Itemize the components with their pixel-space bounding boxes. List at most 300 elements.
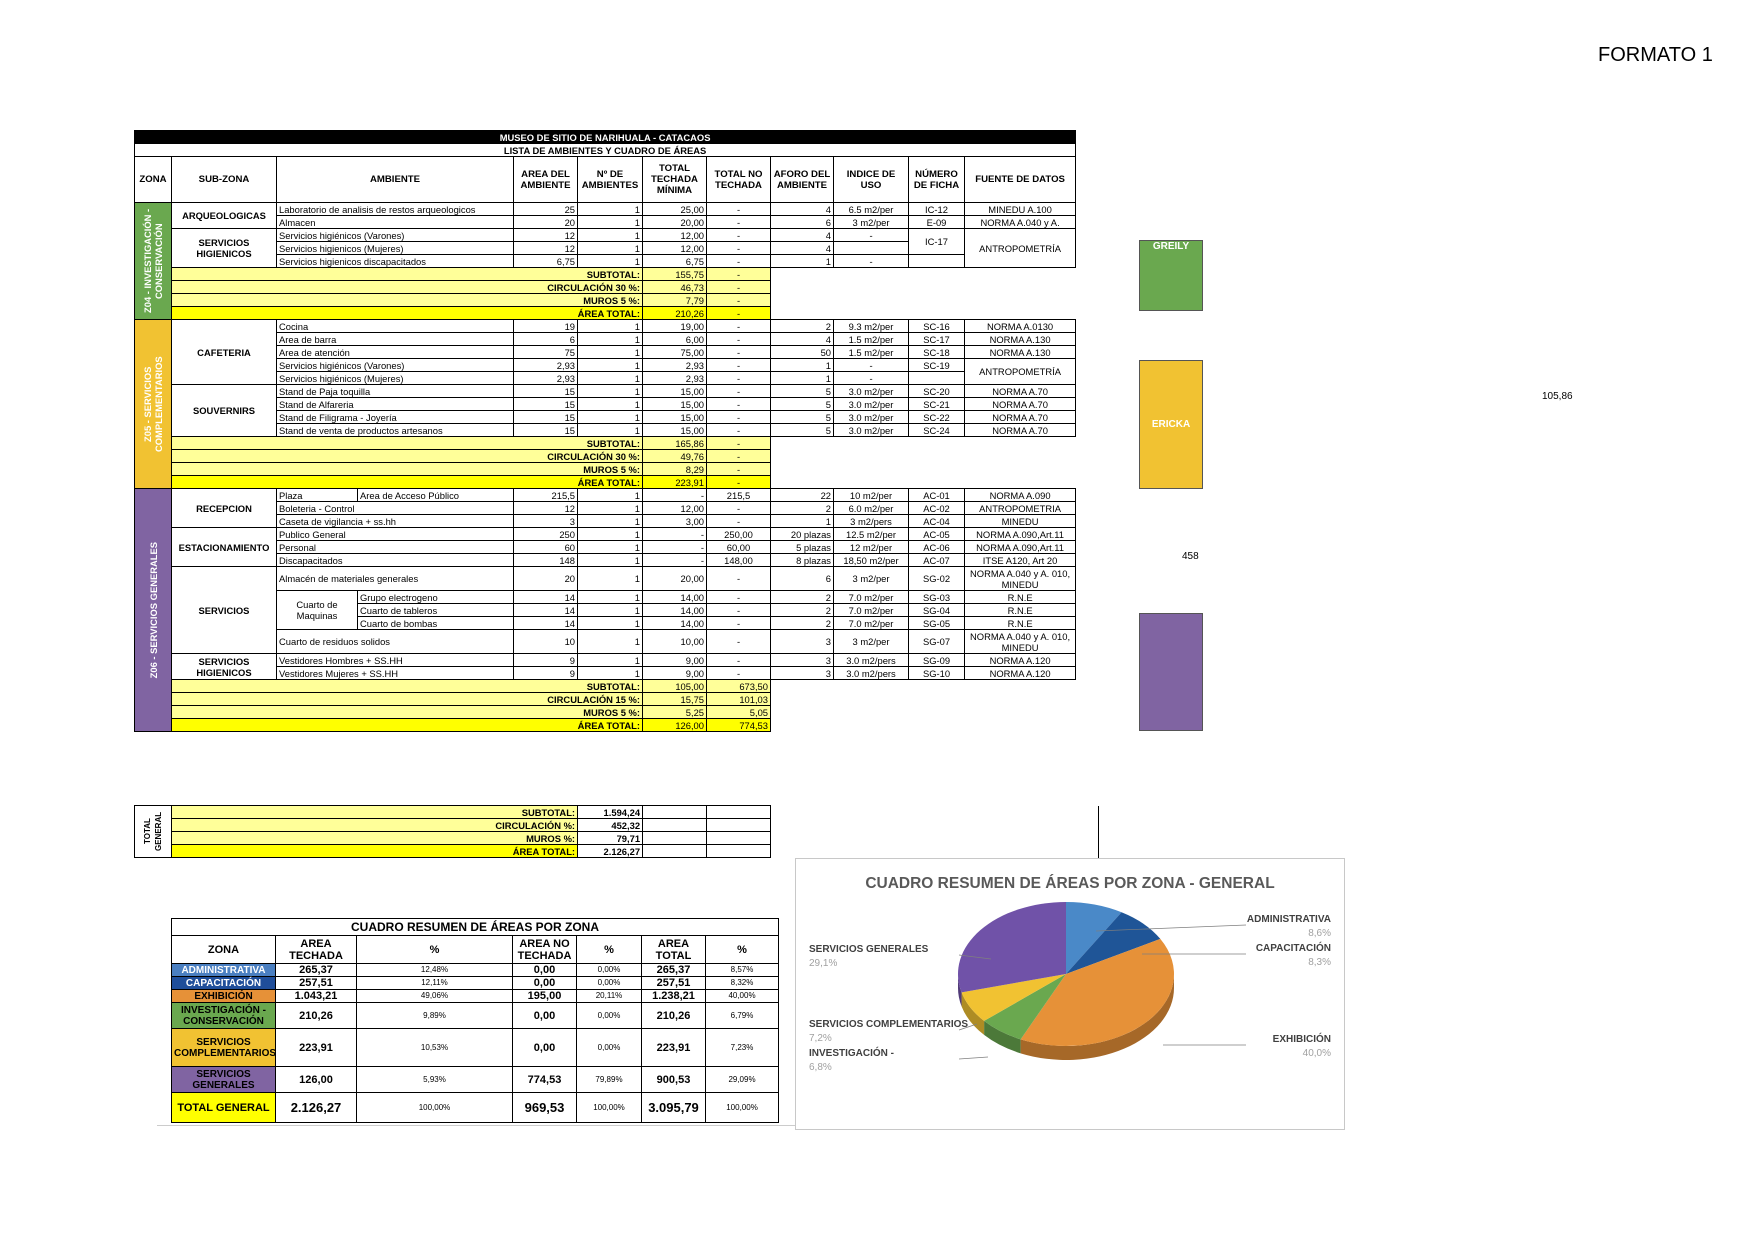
cell: SG-03 — [909, 591, 965, 604]
chart-title: CUADRO RESUMEN DE ÁREAS POR ZONA - GENERAL — [865, 875, 1275, 892]
summary-cell: 2.126,27 — [276, 1093, 357, 1123]
cell: 1 — [578, 242, 643, 255]
cell — [707, 819, 771, 832]
cell: 5 — [771, 424, 834, 437]
cell: 15 — [514, 411, 578, 424]
cell: NORMA A.70 — [965, 385, 1076, 398]
cell: - — [707, 515, 771, 528]
cell: Cocina — [277, 320, 514, 333]
table-row — [135, 216, 1076, 229]
cell: 3 m2/per — [834, 630, 909, 654]
summary-cell: 0,00 — [513, 977, 577, 990]
totals-row — [135, 719, 1076, 732]
zone-label — [135, 203, 172, 320]
cell: ANTROPOMETRÍA — [965, 359, 1076, 385]
cell: SOUVERNIRS — [172, 385, 277, 437]
summary-cell: 969,53 — [513, 1093, 577, 1123]
summary-header: % — [357, 936, 513, 964]
cell: 1 — [578, 203, 643, 216]
cell: - — [707, 591, 771, 604]
slice-label: ADMINISTRATIVA — [1246, 914, 1331, 925]
col-header: ZONA — [135, 157, 172, 203]
cell: SC-22 — [909, 411, 965, 424]
cell: 3 — [771, 667, 834, 680]
col-header: SUB-ZONA — [172, 157, 277, 203]
cell: Servicios higiénicos (Mujeres) — [277, 372, 514, 385]
cell: 75 — [514, 346, 578, 359]
totals-row — [135, 463, 1076, 476]
cell: NORMA A.040 y A. — [965, 216, 1076, 229]
cell: 1 — [578, 385, 643, 398]
cell: - — [707, 385, 771, 398]
cell: 15 — [514, 398, 578, 411]
cell: Area de Acceso Público — [358, 489, 514, 502]
table-row — [135, 320, 1076, 333]
cell: 7.0 m2/per — [834, 604, 909, 617]
cell — [707, 845, 771, 858]
summary-cell: 79,89% — [577, 1067, 642, 1093]
cell: Servicios higienicos discapacitados — [277, 255, 514, 268]
summary-zone: EXHIBICIÓN — [172, 990, 276, 1003]
cell: 14 — [514, 617, 578, 630]
cell: 1 — [578, 528, 643, 541]
cell: 19 — [514, 320, 578, 333]
cell: NORMA A.090,Art.11 — [965, 528, 1076, 541]
totals-row — [135, 294, 1076, 307]
summary-header: AREA NO TECHADA — [513, 936, 577, 964]
cell: 8 plazas — [771, 554, 834, 567]
cell: 10 — [514, 630, 578, 654]
totals-row — [135, 845, 1099, 858]
summary-cell: 0,00% — [577, 1003, 642, 1029]
summary-cell: 12,11% — [357, 977, 513, 990]
cell: 1 — [578, 654, 643, 667]
table-row — [135, 654, 1076, 667]
areas-table — [134, 130, 1075, 732]
cell: 1 — [771, 515, 834, 528]
zone-z06 — [135, 489, 1076, 732]
cell: 1 — [578, 515, 643, 528]
summary-cell: 0,00% — [577, 977, 642, 990]
summary-row — [172, 1003, 779, 1029]
zone-text: Z04 - INVESTIGACIÓN - CONSERVACIÓN — [142, 208, 164, 314]
totals-row — [135, 450, 1076, 463]
cell: 22 — [771, 489, 834, 502]
totals-row — [135, 680, 1076, 693]
cell: 46,73 — [643, 281, 707, 294]
cell: 3,00 — [643, 515, 707, 528]
cell: - — [707, 359, 771, 372]
summary-cell: 195,00 — [513, 990, 577, 1003]
cell: 75,00 — [643, 346, 707, 359]
cell: SG-09 — [909, 654, 965, 667]
cell: 5,25 — [643, 706, 707, 719]
cell: 15,00 — [643, 398, 707, 411]
cell: 25 — [514, 203, 578, 216]
zone-label — [135, 320, 172, 489]
summary-header: % — [577, 936, 642, 964]
cell: 19,00 — [643, 320, 707, 333]
cell: NORMA A.70 — [965, 398, 1076, 411]
cell: 14,00 — [643, 604, 707, 617]
totals-row — [135, 806, 1099, 819]
cell: Publico General — [277, 528, 514, 541]
cell: SUBTOTAL: — [172, 437, 643, 450]
cell — [909, 255, 965, 268]
col-header: FUENTE DE DATOS — [965, 157, 1076, 203]
cell: IC-17 — [909, 229, 965, 255]
cell: Cuarto de residuos solidos — [277, 630, 514, 654]
cell: CIRCULACIÓN %: — [172, 819, 578, 832]
summary-cell: 900,53 — [642, 1067, 706, 1093]
cell: NORMA A.040 y A. 010, MINEDU — [965, 567, 1076, 591]
cell: 2,93 — [514, 359, 578, 372]
cell: 155,75 — [643, 268, 707, 281]
cell: 1 — [578, 424, 643, 437]
table-row — [135, 541, 1076, 554]
summary-header: AREA TECHADA — [276, 936, 357, 964]
col-header: INDICE DE USO — [834, 157, 909, 203]
cell: - — [707, 346, 771, 359]
summary-cell: 6,79% — [706, 1003, 779, 1029]
cell: SC-18 — [909, 346, 965, 359]
cell: Vestidores Hombres + SS.HH — [277, 654, 514, 667]
cell: 12,00 — [643, 229, 707, 242]
cell: 148 — [514, 554, 578, 567]
cell: - — [707, 203, 771, 216]
cell: 20,00 — [643, 567, 707, 591]
cell: - — [643, 528, 707, 541]
col-header: AREA DEL AMBIENTE — [514, 157, 578, 203]
cell: ITSE A120, Art 20 — [965, 554, 1076, 567]
cell: 60,00 — [707, 541, 771, 554]
summary-cell: 1.238,21 — [642, 990, 706, 1003]
cell: - — [707, 411, 771, 424]
zone-text: TOTAL GENERAL — [143, 811, 163, 852]
cell: MUROS %: — [172, 832, 578, 845]
cell: 4 — [771, 242, 834, 255]
summary-row — [172, 990, 779, 1003]
cell: NORMA A.130 — [965, 346, 1076, 359]
cell: - — [707, 463, 771, 476]
totals-row — [135, 693, 1076, 706]
cell: - — [707, 654, 771, 667]
cell: SC-16 — [909, 320, 965, 333]
cell: 3 m2/per — [834, 567, 909, 591]
cell: SC-17 — [909, 333, 965, 346]
cell: 1 — [578, 567, 643, 591]
table-title: MUSEO DE SITIO DE NARIHUALA - CATACAOS — [135, 131, 1076, 144]
cell: 18,50 m2/per — [834, 554, 909, 567]
summary-row — [172, 1067, 779, 1093]
cell: 105,00 — [643, 680, 707, 693]
side-number: 105,86 — [1542, 391, 1573, 402]
summary-zone: SERVICIOS COMPLEMENTARIOS — [172, 1029, 276, 1067]
cell: 6,75 — [643, 255, 707, 268]
col-header: AMBIENTE — [277, 157, 514, 203]
table-row — [135, 203, 1076, 216]
cell: 9,00 — [643, 667, 707, 680]
cell: 1 — [578, 346, 643, 359]
cell: 3.0 m2/per — [834, 385, 909, 398]
cell: - — [707, 255, 771, 268]
cell: 10,00 — [643, 630, 707, 654]
cell: SUBTOTAL: — [172, 268, 643, 281]
cell: ANTROPOMETRIA — [965, 502, 1076, 515]
summary-cell: 126,00 — [276, 1067, 357, 1093]
summary-row — [172, 977, 779, 990]
cell: SUBTOTAL: — [172, 806, 578, 819]
cell: AC-02 — [909, 502, 965, 515]
summary-cell: 10,53% — [357, 1029, 513, 1067]
cell: SG-04 — [909, 604, 965, 617]
cell: SG-10 — [909, 667, 965, 680]
summary-zone: TOTAL GENERAL — [172, 1093, 276, 1123]
slice-pct: 8,3% — [1308, 957, 1331, 968]
cell: 126,00 — [643, 719, 707, 732]
cell: - — [707, 281, 771, 294]
cell: 12 — [514, 242, 578, 255]
side-number: 458 — [1182, 551, 1199, 562]
cell: ANTROPOMETRÍA — [965, 229, 1076, 268]
table-row — [135, 667, 1076, 680]
cell: - — [707, 604, 771, 617]
cell: 6.5 m2/per — [834, 203, 909, 216]
totals-row — [135, 307, 1076, 320]
cell: 15,75 — [643, 693, 707, 706]
cell: AC-07 — [909, 554, 965, 567]
slice-pct: 6,8% — [809, 1062, 832, 1073]
cell: - — [707, 242, 771, 255]
summary-cell: 100,00% — [706, 1093, 779, 1123]
cell: - — [707, 372, 771, 385]
table-row — [135, 385, 1076, 398]
table-row — [135, 346, 1076, 359]
table-row — [135, 255, 1076, 268]
cell: 2.126,27 — [578, 845, 643, 858]
cell: Stand de Filigrama - Joyería — [277, 411, 514, 424]
summary-cell: 0,00 — [513, 964, 577, 977]
zone-label — [135, 489, 172, 732]
summary-cell: 257,51 — [276, 977, 357, 990]
cell — [771, 437, 1076, 450]
cell: 1 — [578, 229, 643, 242]
totals-row — [135, 268, 1076, 281]
cell: CIRCULACIÓN 15 %: — [172, 693, 643, 706]
cell: 1 — [578, 554, 643, 567]
cell: 9 — [514, 654, 578, 667]
cell — [771, 719, 1076, 732]
cell: 1 — [578, 502, 643, 515]
cell — [643, 845, 707, 858]
leader-line — [959, 1057, 988, 1059]
table-row — [135, 398, 1076, 411]
cell: AC-06 — [909, 541, 965, 554]
cell: - — [707, 630, 771, 654]
cell: 60 — [514, 541, 578, 554]
summary-cell: 29,09% — [706, 1067, 779, 1093]
summary-cell: 257,51 — [642, 977, 706, 990]
slice-pct: 8,6% — [1308, 928, 1331, 939]
zone-label — [135, 806, 172, 858]
cell: 4 — [771, 229, 834, 242]
table-row — [135, 502, 1076, 515]
cell: 15 — [514, 385, 578, 398]
cell: 1 — [578, 398, 643, 411]
cell: Servicios higiénicos (Varones) — [277, 359, 514, 372]
summary-cell: 1.043,21 — [276, 990, 357, 1003]
cell: - — [707, 502, 771, 515]
cell: CIRCULACIÓN 30 %: — [172, 450, 643, 463]
cell: MINEDU — [965, 515, 1076, 528]
summary-zone: INVESTIGACIÓN - CONSERVACIÓN — [172, 1003, 276, 1029]
cell: - — [834, 372, 909, 385]
cell: SC-20 — [909, 385, 965, 398]
cell: Stand de Paja toquilla — [277, 385, 514, 398]
cell: 1 — [771, 255, 834, 268]
cell: 49,76 — [643, 450, 707, 463]
slice-pct: 7,2% — [809, 1033, 832, 1044]
cell: 12 m2/per — [834, 541, 909, 554]
table-row — [135, 372, 1076, 385]
cell — [707, 832, 771, 845]
zone-text: Z05 - SERVICIOS COMPLEMENTARIOS — [142, 356, 164, 452]
cell: Boleteria - Control — [277, 502, 514, 515]
cell: 79,71 — [578, 832, 643, 845]
cell: 1 — [578, 591, 643, 604]
cell: Stand de Alfareria — [277, 398, 514, 411]
summary-cell: 12,48% — [357, 964, 513, 977]
cell: NORMA A.0130 — [965, 320, 1076, 333]
cell — [771, 845, 1099, 858]
cell: 215,5 — [514, 489, 578, 502]
formato-label: FORMATO 1 — [1598, 44, 1713, 66]
cell: 3.0 m2/per — [834, 424, 909, 437]
cell: 3.0 m2/pers — [834, 654, 909, 667]
cell: 6,75 — [514, 255, 578, 268]
cell: MUROS 5 %: — [172, 706, 643, 719]
cell: Personal — [277, 541, 514, 554]
summary-header: AREA TOTAL — [642, 936, 706, 964]
cell: Plaza — [277, 489, 358, 502]
cell: 15,00 — [643, 385, 707, 398]
cell: 3 — [514, 515, 578, 528]
cell: 6 — [771, 567, 834, 591]
summary-cell: 100,00% — [357, 1093, 513, 1123]
col-header: AFORO DEL AMBIENTE — [771, 157, 834, 203]
table-row — [135, 333, 1076, 346]
cell: 2 — [771, 320, 834, 333]
cell — [909, 372, 965, 385]
cell: 1 — [771, 372, 834, 385]
cell: SC-21 — [909, 398, 965, 411]
cell — [771, 693, 1076, 706]
cell — [643, 806, 707, 819]
cell: 14 — [514, 591, 578, 604]
summary-zone: ADMINISTRATIVA — [172, 964, 276, 977]
summary-cell: 210,26 — [276, 1003, 357, 1029]
cell: 101,03 — [707, 693, 771, 706]
cell: 1 — [578, 216, 643, 229]
cell: SERVICIOS — [172, 567, 277, 654]
cell: 5 — [771, 411, 834, 424]
cell — [643, 832, 707, 845]
cell: 20,00 — [643, 216, 707, 229]
cell: 3 — [771, 654, 834, 667]
cell: Discapacitados — [277, 554, 514, 567]
cell: - — [707, 229, 771, 242]
cell: Cuarto de tableros — [358, 604, 514, 617]
col-header: Nº DE AMBIENTES — [578, 157, 643, 203]
table-row — [135, 229, 1076, 242]
cell: 250 — [514, 528, 578, 541]
cell: AC-01 — [909, 489, 965, 502]
summary-row — [172, 964, 779, 977]
summary-cell: 49,06% — [357, 990, 513, 1003]
cell: 20 plazas — [771, 528, 834, 541]
cell: 215,5 — [707, 489, 771, 502]
cell: 2 — [771, 591, 834, 604]
cell: 1 — [578, 372, 643, 385]
cell: 223,91 — [643, 476, 707, 489]
cell: 9,00 — [643, 654, 707, 667]
cell: E-09 — [909, 216, 965, 229]
cell: 1 — [578, 617, 643, 630]
cell: ÁREA TOTAL: — [172, 307, 643, 320]
cell: SC-24 — [909, 424, 965, 437]
cell: 15 — [514, 424, 578, 437]
table-row — [135, 411, 1076, 424]
cell: ÁREA TOTAL: — [172, 476, 643, 489]
cell: SERVICIOS HIGIENICOS — [172, 229, 277, 268]
table-row — [135, 591, 1076, 604]
cell: 20 — [514, 567, 578, 591]
slice-label: EXHIBICIÓN — [1272, 1034, 1331, 1045]
cell: SERVICIOS HIGIENICOS — [172, 654, 277, 680]
cell: 14,00 — [643, 617, 707, 630]
summary-cell: 0,00 — [513, 1003, 577, 1029]
summary-cell: 9,89% — [357, 1003, 513, 1029]
summary-cell: 5,93% — [357, 1067, 513, 1093]
cell — [707, 806, 771, 819]
cell — [771, 450, 1076, 463]
cell: 5 — [771, 385, 834, 398]
cell: 1 — [578, 604, 643, 617]
cell: 774,53 — [707, 719, 771, 732]
cell: 1 — [578, 667, 643, 680]
cell: 3.0 m2/per — [834, 411, 909, 424]
cell: 7.0 m2/per — [834, 617, 909, 630]
cell: AC-04 — [909, 515, 965, 528]
cell: - — [834, 359, 909, 372]
summary-cell: 210,26 — [642, 1003, 706, 1029]
cell: - — [834, 229, 909, 242]
cell: 210,26 — [643, 307, 707, 320]
cell: 5 plazas — [771, 541, 834, 554]
cell: - — [707, 567, 771, 591]
cell: 6 — [514, 333, 578, 346]
cell: CAFETERIA — [172, 320, 277, 385]
cell: 1.5 m2/per — [834, 333, 909, 346]
cell — [771, 706, 1076, 719]
summary-row — [172, 1029, 779, 1067]
totals-row — [135, 281, 1076, 294]
cell: 14 — [514, 604, 578, 617]
cell: 4 — [771, 333, 834, 346]
cell: 3.0 m2/pers — [834, 667, 909, 680]
totals-row — [135, 437, 1076, 450]
cell: 2 — [771, 502, 834, 515]
